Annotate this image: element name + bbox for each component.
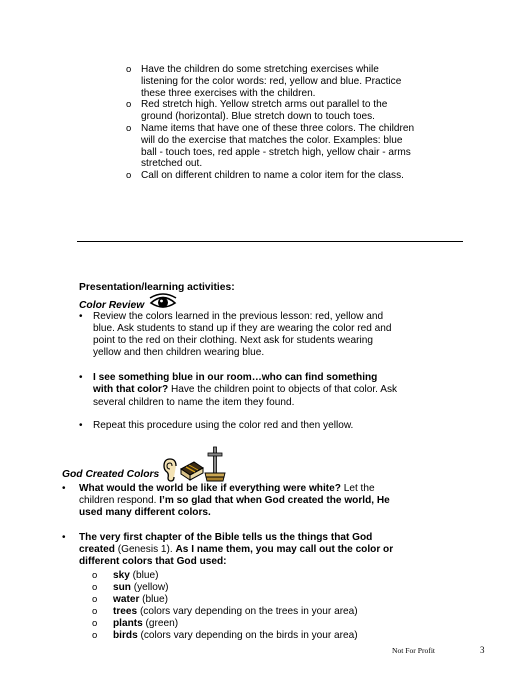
ear-icon xyxy=(162,458,180,482)
creation-colors-list xyxy=(79,570,407,643)
color-review-heading: Color Review xyxy=(79,300,145,311)
color-review-header xyxy=(79,292,178,312)
color-review-list xyxy=(79,311,399,432)
god-created-colors-list xyxy=(62,483,407,642)
list-item: o sky (blue) xyxy=(92,570,407,582)
list-item: o birds (colors vary depending on the birds in your area) xyxy=(92,630,407,642)
presentation-heading: Presentation/learning activities: xyxy=(79,282,235,293)
footer-text: Not For Profit xyxy=(392,646,436,655)
list-item: o Red stretch high. Yellow stretch arms out parallel to the ground (horizontal). Blue stretch down to touch toes. xyxy=(126,99,416,123)
list-item: • What would the world be like if everything were white? Let the children respond. I’m so glad that when God created the world, He used many different colors. xyxy=(62,483,407,519)
list-item: o water (blue) xyxy=(92,594,407,606)
list-item: o plants (green) xyxy=(92,618,407,630)
list-item: o Name items that have one of these three colors. The children will do the exercise that matches the color. Examples: blue ball - touch toes, red apple - stretch high, yellow chair - arms stretched out. xyxy=(126,123,416,170)
cross-icon xyxy=(204,446,226,482)
list-item: • Review the colors learned in the previous lesson: red, yellow and blue. Ask students to stand up if they are wearing the color red and point to the red on their clothing. Next ask for students wearing yellow and then children wearing blue. xyxy=(79,311,399,359)
list-item: o sun (yellow) xyxy=(92,582,407,594)
god-created-colors-header xyxy=(62,444,226,482)
eye-icon xyxy=(148,292,178,312)
horizontal-divider xyxy=(77,241,463,242)
list-item: • I see something blue in our room…who can find something with that color? Have the children point to objects of that color. Ask several children to name the item they found. xyxy=(79,372,399,408)
bible-icon xyxy=(180,460,204,482)
list-item: o trees (colors vary depending on the trees in your area) xyxy=(92,606,407,618)
page-number: 3 xyxy=(480,645,485,655)
list-item: • The very first chapter of the Bible tells us the things that God created (Genesis 1). As I name them, you may call out the color or different colors that God used: o sky (blue) o sun (yellow) o water (blue) o trees (colors vary depending on the trees in your area) o plants (green) o birds (colors vary depending on the birds in your area) xyxy=(62,532,407,642)
heading-icons xyxy=(162,446,226,482)
list-item: • Repeat this procedure using the color red and then yellow. xyxy=(79,420,399,432)
stretching-activity-list xyxy=(126,64,416,182)
god-created-colors-heading: God Created Colors xyxy=(62,469,160,480)
list-item: o Call on different children to name a color item for the class. xyxy=(126,170,416,182)
list-item: o Have the children do some stretching exercises while listening for the color words: red, yellow and blue. Practice these three exercises with the children. xyxy=(126,64,416,99)
